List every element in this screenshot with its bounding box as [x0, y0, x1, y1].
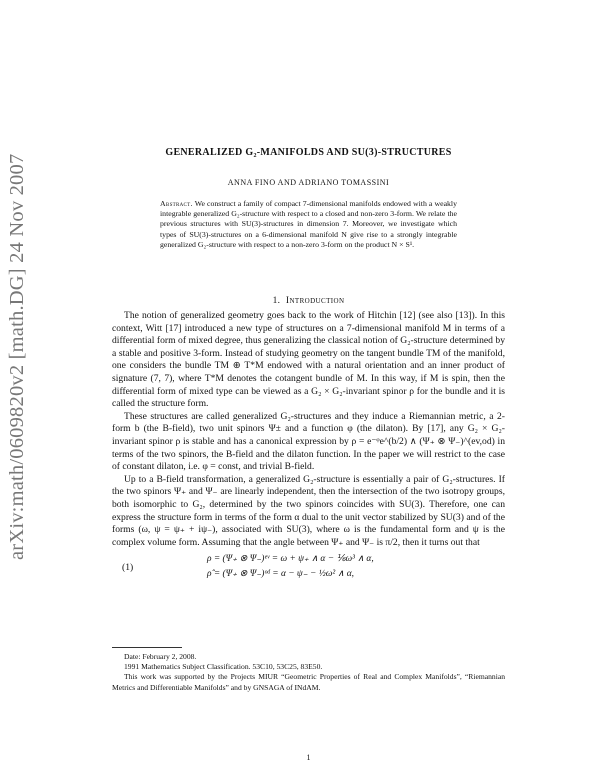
equation-number: (1)	[122, 562, 134, 574]
section-title: Introduction	[285, 296, 345, 306]
footnote-date: Date: February 2, 2008.	[124, 652, 197, 661]
footnote-funding: This work was supported by the Projects MIUR “Geometric Properties of Real and Complex Manifolds”, “Riemannian Metrics and Differentiable Manifolds” and by GNSAGA of INdAM.	[112, 672, 505, 692]
paragraph: The notion of generalized geometry goes back to the work of Hitchin [12] (see also [13]). In this context, Witt [17] introduced a new type of structures on a 7-dimensional manifold M in terms of a differential form of mixed degree, thus generalizing the classical notion of G₂-structure determined by a stable and positive 3-form. Instead of studying geometry on the tangent bundle TM of the manifold, one considers the bundle TM ⊕ T*M endowed with a natural orientation and an inner product of signature (7, 7), where T*M denotes the cotangent bundle of M. In this way, if M is spin, then the differential form of mixed type can be viewed as a G₂ × G₂-invariant spinor ρ for the bundle and it is called the structure form.	[112, 310, 505, 410]
paper-authors: ANNA FINO AND ADRIANO TOMASSINI	[227, 178, 390, 187]
page-number: 1	[306, 753, 311, 762]
equation-block	[112, 553, 505, 585]
equation-line: ρ̂ = (Ψ₊ ⊗ Ψ₋)ᵒᵈ = α − ψ₋ − ½ω² ∧ α,	[207, 569, 354, 580]
section-heading	[112, 295, 505, 308]
section-number: 1.	[272, 296, 281, 306]
abstract-text: We construct a family of compact 7-dimensional manifolds endowed with a weakly integrable generalized G₂-structure with respect to a closed and non-zero 3-form. We relate the previous structures with SU(3)-structures in dimension 7. Moreover, we investigate which types of SU(3)-structures on a 6-dimensional manifold N give rise to a strongly integrable generalized G₂-structure with respect to a non-zero 3-form on the product N × S¹.	[160, 199, 457, 249]
equation-line: ρ = (Ψ₊ ⊗ Ψ₋)ᵉᵛ = ω + ψ₊ ∧ α − ⅙ω³ ∧ α,	[207, 554, 374, 565]
footnotes	[112, 647, 505, 693]
abstract	[160, 199, 457, 250]
body-text	[112, 310, 505, 585]
footnote-divider	[112, 647, 182, 648]
arxiv-id-text: arXiv:math/0609820v2 [math.DG] 24 Nov 2007	[6, 153, 28, 560]
footnote-classification: 1991 Mathematics Subject Classification. 53C10, 53C25, 83E50.	[124, 662, 323, 672]
abstract-label: Abstract.	[160, 199, 193, 208]
paragraph: These structures are called generalized G₂-structures and they induce a Riemannian metric, a 2-form b (the B-field), two unit spinors Ψ± and a function φ (the dilaton). By [17], any G₂ × G₂-invariant spinor ρ is stable and has a canonical expression by ρ = e⁻ᵠe^(b/2) ∧ (Ψ₊ ⊗ Ψ₋)^(ev,od) in terms of the two spinors, the B-field and the dilaton function. In the paper we will restrict to the case of constant dilaton, i.e. φ = const, and trivial B-field.	[112, 410, 505, 473]
paragraph: Up to a B-field transformation, a generalized G₂-structure is essentially a pair of G₂-structures. If the two spinors Ψ₊ and Ψ₋ are linearly independent, then the intersection of the two isotropy groups, both isomorphic to G₂, determined by the two spinors coincides with SU(3). Therefore, one can express the structure form in terms of the form α dual to the unit vector stabilized by SU(3) and of the forms (ω, ψ = ψ₊ + iψ₋), associated with SU(3), where ω is the fundamental form and ψ is the complex volume form. Assuming that the angle between Ψ₊ and Ψ₋ is π/2, then it turns out that	[112, 473, 505, 548]
paper-title: GENERALIZED G₂-MANIFOLDS AND SU(3)-STRUCTURES	[165, 147, 452, 158]
